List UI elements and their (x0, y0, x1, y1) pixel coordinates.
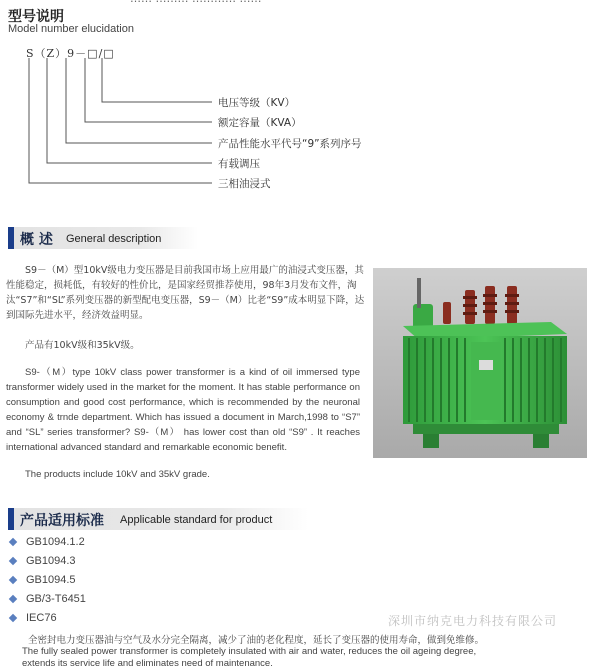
general-paragraph-en: S9-（M）type 10kV class power transformer is a kind of oil immersed type transformer widely used in the market for the moment. It has stable performance on consumption and good cost performance, which is recommended by the neuronal economy & trnde department. Which has issued a document in March,1998 to “S7” and “SL” series transformer? S9-（M） has lower cost than old “S9” . It reaches international advanced standard and remarkable economic benefit. (6, 367, 360, 453)
sealed-note-cn: 全密封电力变压器油与空气及水分完全隔离，减少了油的老化程度，延长了变压器的使用寿命，做到免维修。 (28, 635, 485, 646)
list-item: GB1094.3 (10, 555, 76, 567)
list-item: GB1094.1.2 (10, 536, 85, 548)
general-description-heading (8, 227, 198, 249)
list-item: GB1094.5 (10, 574, 76, 586)
model-code: S（Z）9－□/□ (26, 47, 115, 60)
transformer-photo (373, 268, 587, 458)
general-products-en: The products include 10kV and 35kV grade. (25, 469, 210, 480)
diamond-bullet-icon (9, 595, 17, 603)
model-section-title: 型号说明 (8, 9, 64, 25)
general-title-en: General description (66, 233, 162, 245)
list-item: IEC76 (10, 612, 57, 624)
general-products-cn: 产品有10kV级和35kV级。 (25, 340, 140, 351)
company-watermark: 深圳市纳克电力科技有限公司 (388, 614, 558, 628)
label-on-load-tap: 有载调压 (218, 158, 260, 170)
label-rated-capacity: 额定容量（KVA） (218, 117, 302, 129)
diamond-bullet-icon (9, 576, 17, 584)
label-voltage-grade: 电压等级（KV） (218, 97, 296, 109)
label-three-phase-oil: 三相油浸式 (218, 178, 271, 190)
general-title-cn: 概 述 (20, 232, 53, 248)
standards-title-en: Applicable standard for product (120, 514, 273, 526)
standards-title-cn: 产品适用标准 (20, 513, 104, 529)
sealed-note-en-2: extends its service life and eliminates need of maintenance. (22, 658, 273, 669)
diamond-bullet-icon (9, 557, 17, 565)
sealed-note-en-1: The fully sealed power transformer is completely insulated with air and water, reduces the oil ageing degree, (22, 646, 477, 657)
diamond-bullet-icon (9, 614, 17, 622)
model-section-subtitle: Model number elucidation (8, 23, 134, 35)
section-marker-icon (8, 508, 14, 530)
transformer-illustration (373, 268, 587, 458)
list-item: GB/3-T6451 (10, 593, 86, 605)
model-code-leader-lines (0, 0, 600, 200)
applicable-standard-heading (8, 508, 308, 530)
section-marker-icon (8, 227, 14, 249)
label-performance-code: 产品性能水平代号“9”系列序号 (218, 138, 362, 150)
general-paragraph-cn: S9－（M）型10kV级电力变压器是目前我国市场上应用最广的油浸式变压器，其性能稳定，损耗低，有较好的性价比，是国家经贸推荐使用，98年3月发布文件，淘汰“S7”和“SL”系列变压器的新型配电变压器，S9－（M）比老“S9”成本明显下降，达到国际先进水平，经济效益明显。 (6, 265, 365, 321)
diamond-bullet-icon (9, 538, 17, 546)
